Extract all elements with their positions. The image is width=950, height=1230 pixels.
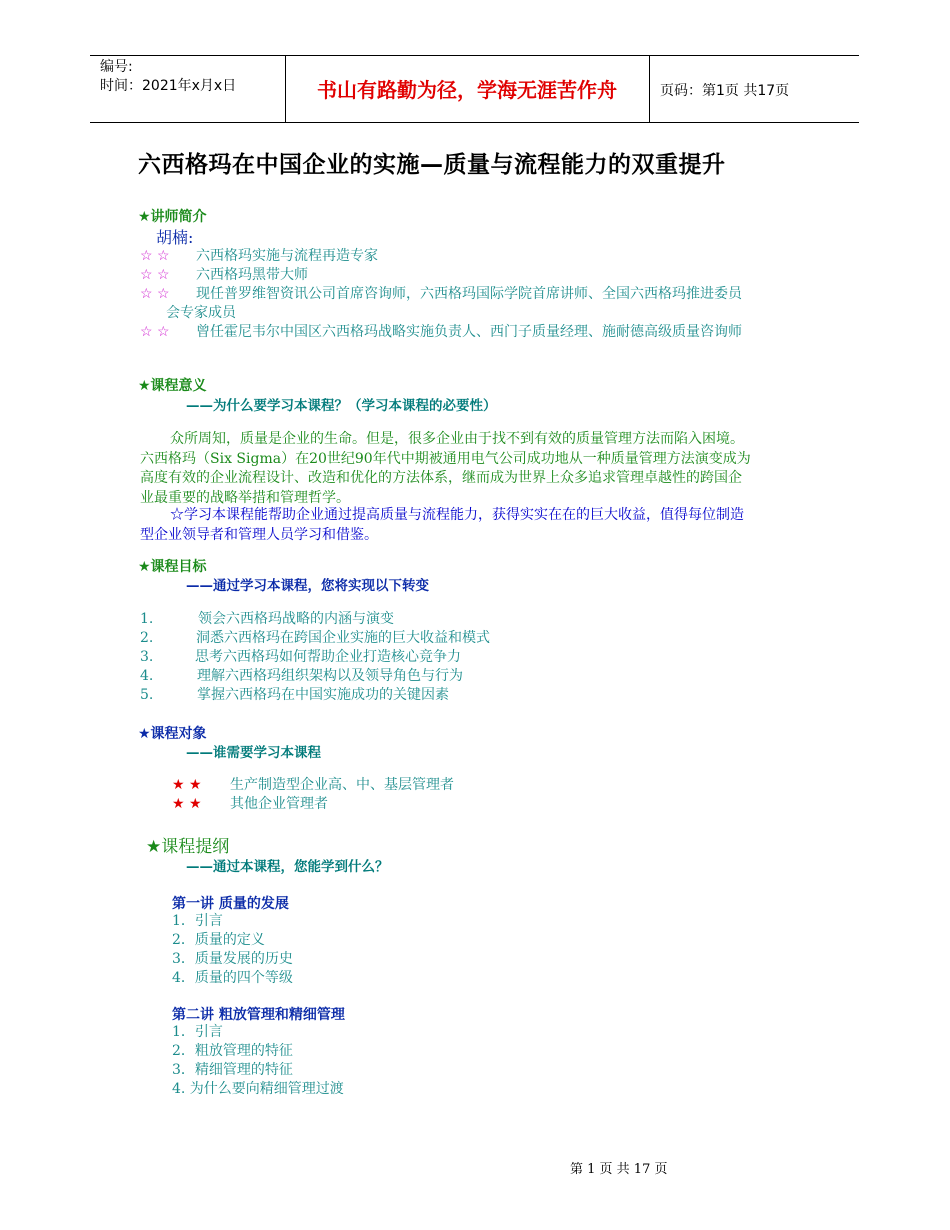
list-item: 2. 洞悉六西格玛在跨国企业实施的巨大收益和模式 <box>140 630 490 646</box>
list-item: 3．精细管理的特征 <box>172 1062 293 1078</box>
list-item: 4．质量的四个等级 <box>172 970 293 986</box>
significance-heading: ★课程意义 <box>138 378 207 394</box>
list-item: 3．质量发展的历史 <box>172 951 293 967</box>
list-item: 1．引言 <box>172 1024 223 1040</box>
header-left-cell <box>100 58 236 96</box>
page-footer: 第 1 页 共 17 页 <box>570 1162 668 1177</box>
star-outline-icon: ☆ ☆ <box>140 286 170 302</box>
goals-list <box>140 610 490 705</box>
list-item: 2．粗放管理的特征 <box>172 1043 293 1059</box>
list-item: 4. 理解六西格玛组织架构以及领导角色与行为 <box>140 668 463 684</box>
list-item: ☆ ☆ 六西格玛实施与流程再造专家 <box>140 248 378 264</box>
lecture-title: 第一讲 质量的发展 <box>172 896 289 912</box>
list-item: ☆ ☆ 现任普罗维智资讯公司首席咨询师，六西格玛国际学院首席讲师、全国六西格玛推进委员 <box>140 286 742 302</box>
instructor-name: 胡楠: <box>156 228 194 247</box>
list-item: 3. 思考六西格玛如何帮助企业打造核心竞争力 <box>140 649 461 665</box>
goals-subheading: ——通过学习本课程，您将实现以下转变 <box>186 578 429 594</box>
list-item: 1. 领会六西格玛战略的内涵与演变 <box>140 611 394 627</box>
document-title: 六西格玛在中国企业的实施—质量与流程能力的双重提升 <box>138 152 726 178</box>
significance-paragraph: 众所周知，质量是企业的生命。但是，很多企业由于找不到有效的质量管理方法而陷入困境。 六西格玛（Six Sigma）在20世纪90年代中期被通用电气公司成功地从一种质量管理方法演变成为 高度有效的企业流程设计、改造和优化的方法体系，继而成为世界上众多追求管理卓越性的跨国企 业最重要的战略举措和管理哲学。 <box>140 431 751 506</box>
lecture-items <box>172 912 293 988</box>
audience-subheading: ——谁需要学习本课程 <box>186 745 321 761</box>
list-item-continuation: 会专家成员 <box>166 305 236 321</box>
list-item: ☆ ☆ 曾任霍尼韦尔中国区六西格玛战略实施负责人、西门子质量经理、施耐德高级质量咨询师 <box>140 324 742 340</box>
list-item: 2．质量的定义 <box>172 932 265 948</box>
outline-heading: ★课程提纲 <box>146 837 230 857</box>
star-outline-icon: ☆ ☆ <box>140 248 170 264</box>
list-item: 1．引言 <box>172 913 223 929</box>
list-item: ★ ★ 其他企业管理者 <box>172 796 328 812</box>
motto: 书山有路勤为径，学海无涯苦作舟 <box>317 78 617 102</box>
page-header-table <box>90 55 859 123</box>
list-item: ☆ ☆ 六西格玛黑带大师 <box>140 267 308 283</box>
goals-heading: ★课程目标 <box>138 559 207 575</box>
significance-subheading: ——为什么要学习本课程？（学习本课程的必要性） <box>186 398 497 414</box>
outline-subheading: ——通过本课程，您能学到什么？ <box>186 859 389 875</box>
instructor-heading: ★讲师简介 <box>138 209 207 225</box>
instructor-list <box>140 247 742 342</box>
star-outline-icon: ☆ ☆ <box>140 324 170 340</box>
significance-note: ☆学习本课程能帮助企业通过提高质量与流程能力，获得实实在在的巨大收益，值得每位制造 型企业领导者和管理人员学习和借鉴。 <box>140 507 744 543</box>
list-item: ★ ★ 生产制造型企业高、中、基层管理者 <box>172 777 454 793</box>
audience-list <box>172 776 454 814</box>
page-info: 页码：第1页 共17页 <box>660 83 790 99</box>
list-item: 4. 为什么要向精细管理过渡 <box>172 1081 344 1097</box>
number-label: 编号: <box>100 59 133 75</box>
lecture-items <box>172 1023 344 1099</box>
header-divider <box>649 56 650 122</box>
time-label: 时间：2021年x月x日 <box>100 78 237 94</box>
star-filled-icon: ★ ★ <box>172 796 202 812</box>
lecture-title: 第二讲 粗放管理和精细管理 <box>172 1007 345 1023</box>
star-outline-icon: ☆ ☆ <box>140 267 170 283</box>
audience-heading: ★课程对象 <box>138 726 207 742</box>
list-item: 5. 掌握六西格玛在中国实施成功的关键因素 <box>140 687 449 703</box>
star-filled-icon: ★ ★ <box>172 777 202 793</box>
